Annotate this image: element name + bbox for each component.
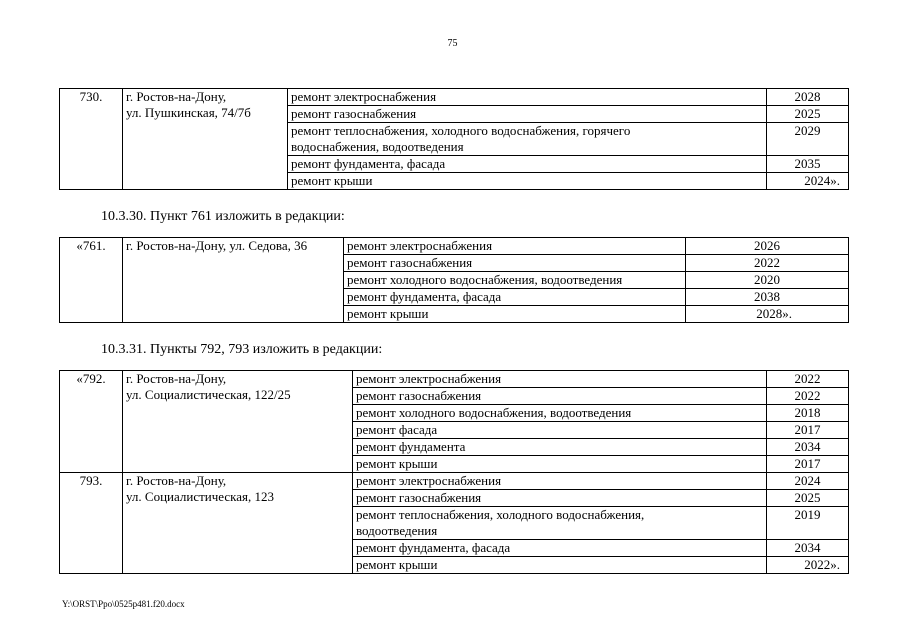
table-761-body [60, 238, 849, 323]
address-line-1: г. Ростов-на-Дону, [126, 371, 227, 386]
address-line-1: г. Ростов-на-Дону, [126, 473, 227, 488]
year-cell: 2022 [686, 255, 849, 272]
year-cell: 2035 [767, 156, 849, 173]
table-730 [59, 88, 849, 190]
year-cell: 2026 [686, 238, 849, 255]
address-cell [123, 371, 353, 473]
work-cell: ремонт крыши [353, 456, 767, 473]
table-row [60, 371, 849, 388]
year-cell: 2022». [767, 557, 849, 574]
year-cell: 2028 [767, 89, 849, 106]
year-cell: 2025 [767, 490, 849, 507]
work-cell [353, 507, 767, 540]
address-line-2: ул. Социалистическая, 123 [126, 489, 275, 504]
table-row [60, 89, 849, 106]
year-cell: 2034 [767, 540, 849, 557]
work-line-1: ремонт теплоснабжения, холодного водоснабжения, горячего [291, 123, 631, 138]
year-cell: 2019 [767, 507, 849, 540]
table-792-793-body [60, 371, 849, 574]
address-line-2: ул. Социалистическая, 122/25 [126, 387, 291, 402]
paragraph-10-3-31: 10.3.31. Пункты 792, 793 изложить в редакции: [101, 342, 383, 357]
table-row [60, 473, 849, 490]
work-line-1: ремонт теплоснабжения, холодного водоснабжения, [356, 507, 645, 522]
row-number: 793. [60, 473, 123, 574]
table-761 [59, 237, 849, 323]
year-cell: 2018 [767, 405, 849, 422]
year-cell: 2038 [686, 289, 849, 306]
year-cell: 2017 [767, 456, 849, 473]
work-cell: ремонт фундамента [353, 439, 767, 456]
year-cell: 2034 [767, 439, 849, 456]
work-cell: ремонт фундамента, фасада [288, 156, 767, 173]
work-cell: ремонт фундамента, фасада [344, 289, 686, 306]
work-cell: ремонт холодного водоснабжения, водоотведения [344, 272, 686, 289]
work-cell: ремонт электроснабжения [353, 473, 767, 490]
page-number: 75 [447, 38, 458, 49]
work-cell: ремонт фундамента, фасада [353, 540, 767, 557]
address-line-2: ул. Пушкинская, 74/7б [126, 105, 251, 120]
year-cell: 2020 [686, 272, 849, 289]
year-cell: 2022 [767, 371, 849, 388]
year-cell: 2028». [686, 306, 849, 323]
work-line-2: водоснабжения, водоотведения [291, 139, 464, 154]
table-730-body [60, 89, 849, 190]
address-cell [123, 473, 353, 574]
paragraph-10-3-30: 10.3.30. Пункт 761 изложить в редакции: [101, 209, 345, 224]
year-cell: 2024 [767, 473, 849, 490]
work-cell: ремонт электроснабжения [353, 371, 767, 388]
file-path-footer: Y:\ORST\Ppo\0525p481.f20.docx [62, 599, 185, 609]
work-cell: ремонт электроснабжения [344, 238, 686, 255]
work-cell: ремонт газоснабжения [288, 106, 767, 123]
work-cell: ремонт крыши [353, 557, 767, 574]
work-cell: ремонт газоснабжения [353, 388, 767, 405]
year-cell: 2029 [767, 123, 849, 156]
table-792-793 [59, 370, 849, 574]
year-cell: 2025 [767, 106, 849, 123]
work-cell: ремонт фасада [353, 422, 767, 439]
table-row [60, 238, 849, 255]
work-cell: ремонт холодного водоснабжения, водоотведения [353, 405, 767, 422]
work-cell: ремонт газоснабжения [353, 490, 767, 507]
row-number: 730. [60, 89, 123, 190]
address-line-1: г. Ростов-на-Дону, [126, 89, 227, 104]
address-cell: г. Ростов-на-Дону, ул. Седова, 36 [123, 238, 344, 323]
work-line-2: водоотведения [356, 523, 438, 538]
address-cell [123, 89, 288, 190]
work-cell: ремонт газоснабжения [344, 255, 686, 272]
work-cell: ремонт электроснабжения [288, 89, 767, 106]
work-cell: ремонт крыши [288, 173, 767, 190]
row-number: «792. [60, 371, 123, 473]
row-number: «761. [60, 238, 123, 323]
year-cell: 2024». [767, 173, 849, 190]
year-cell: 2017 [767, 422, 849, 439]
work-cell: ремонт крыши [344, 306, 686, 323]
year-cell: 2022 [767, 388, 849, 405]
work-cell [288, 123, 767, 156]
